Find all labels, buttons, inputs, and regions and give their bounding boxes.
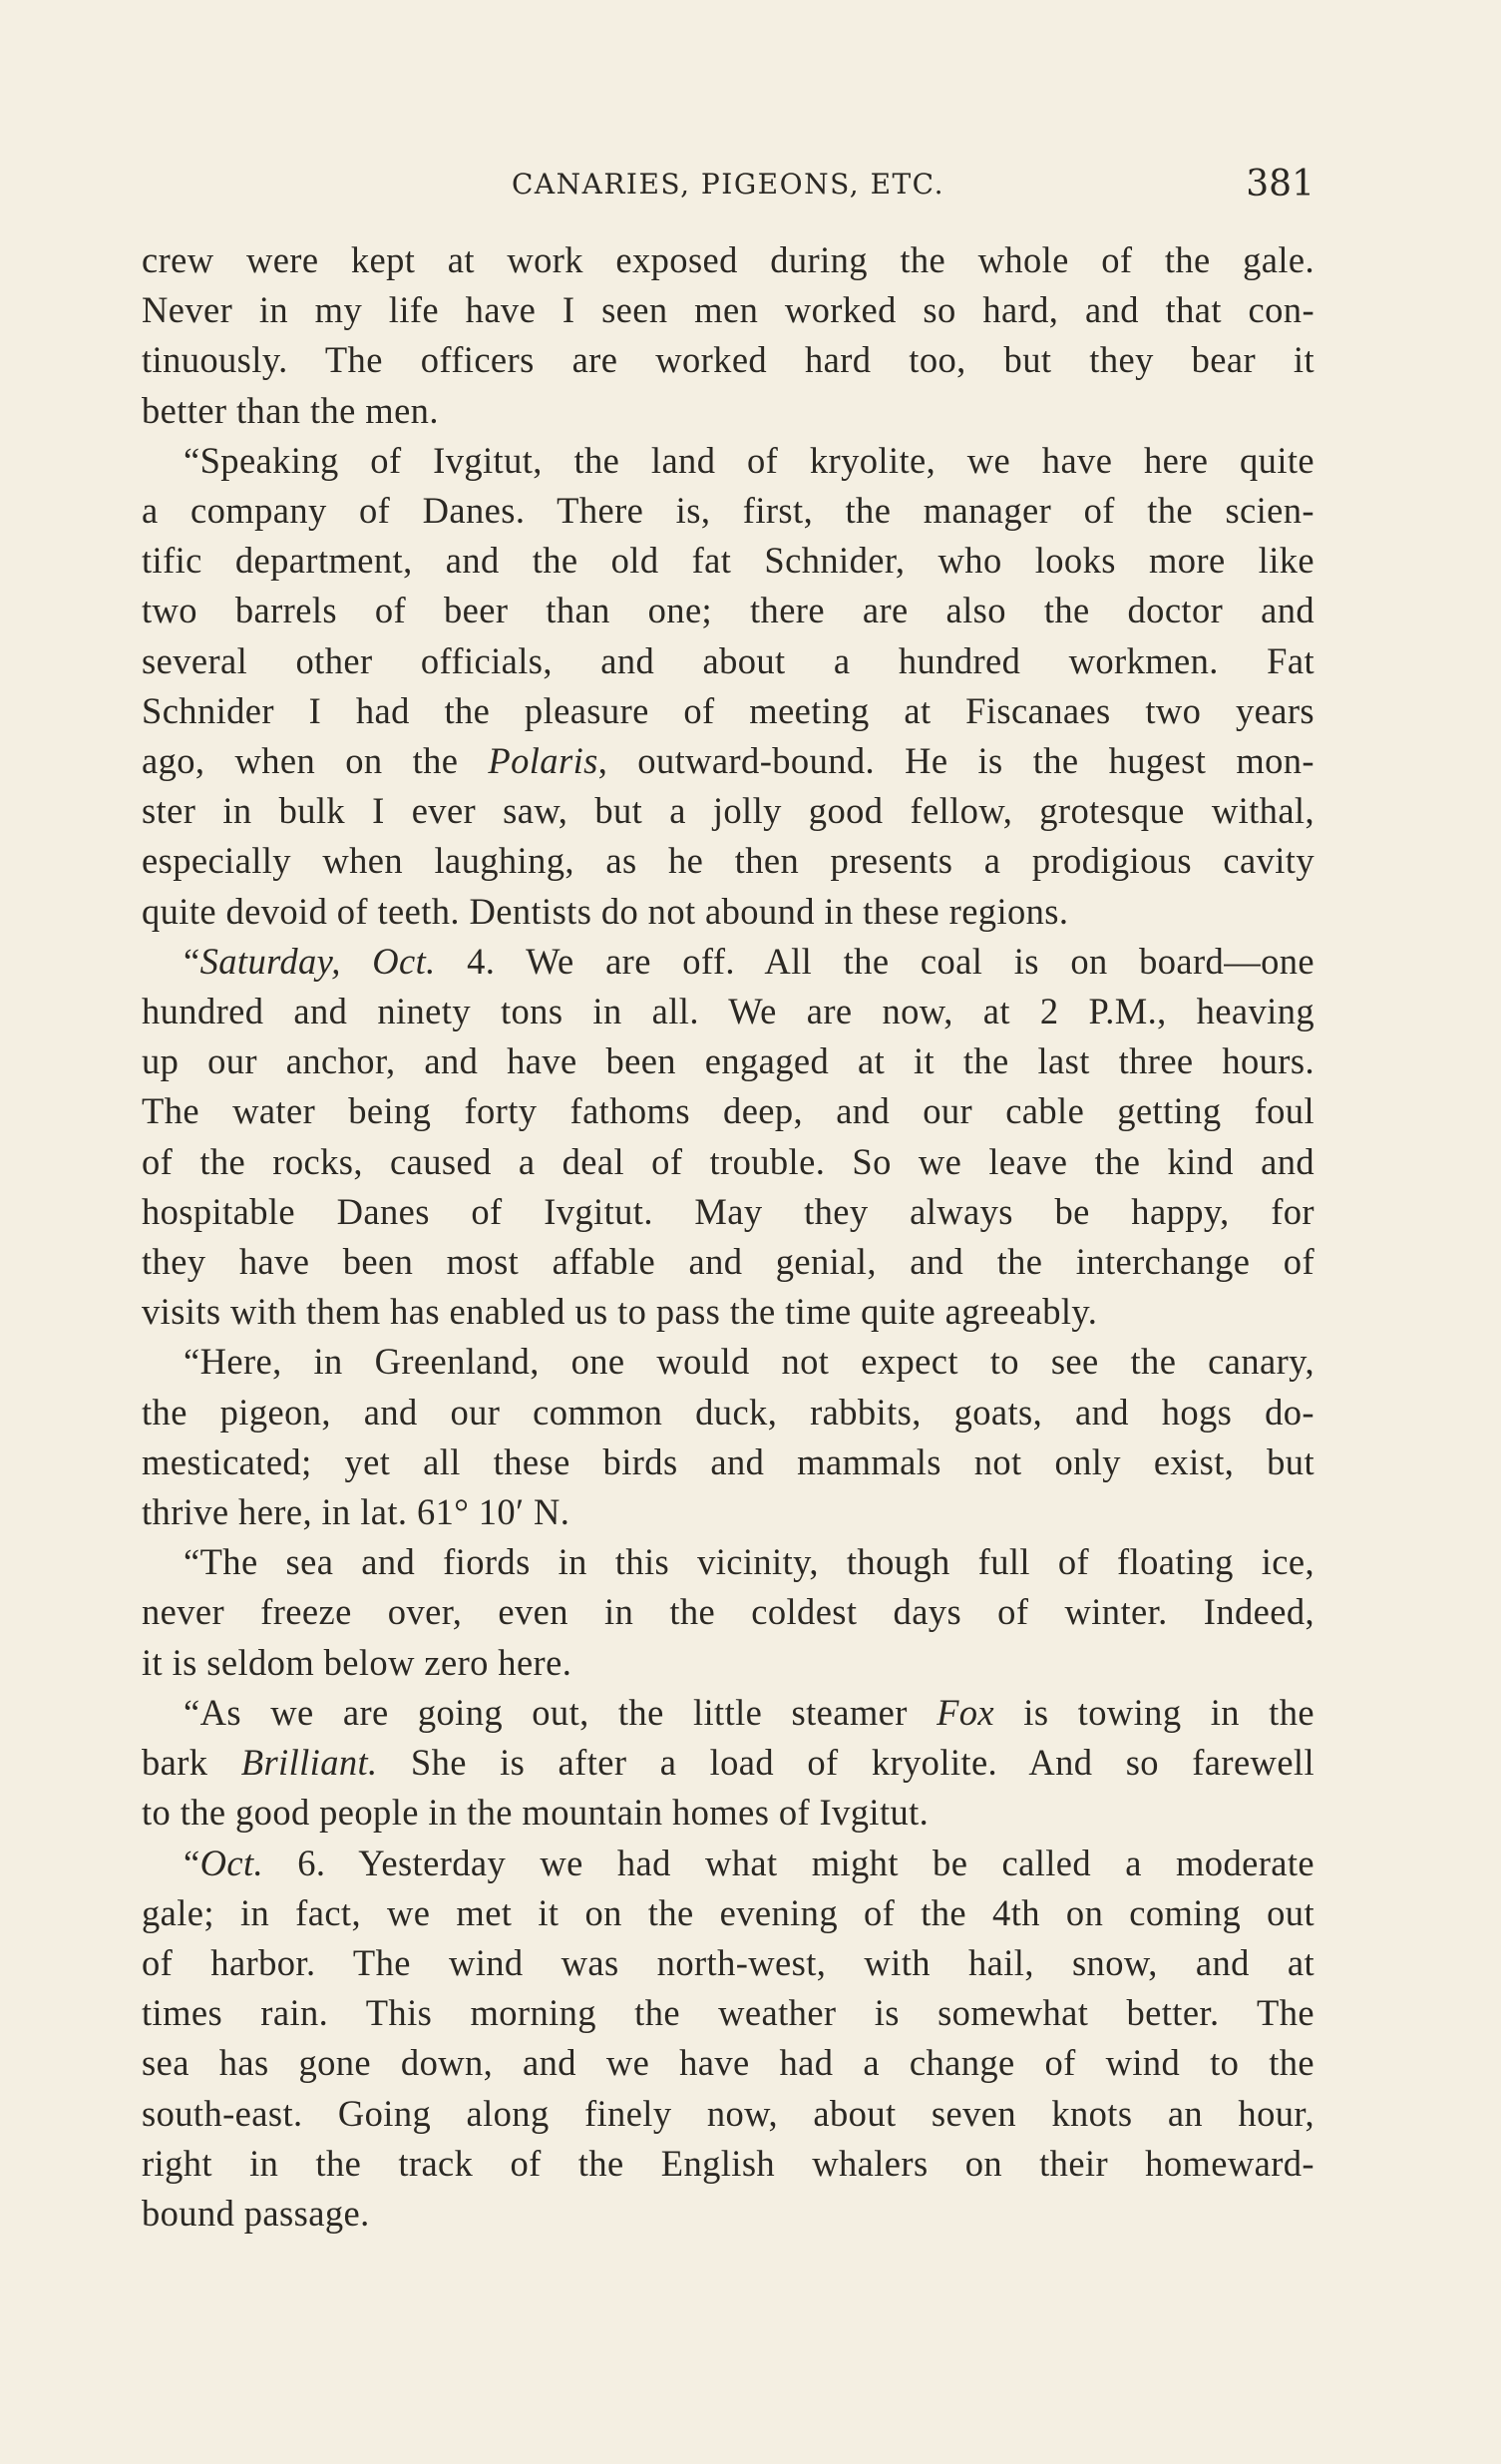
text-line: of the rocks, caused a deal of trouble. So we leave the kind and [142, 1140, 1314, 1182]
text-fragment: “As we are going out, the little steamer [184, 1691, 938, 1733]
text-line: tinuously. The officers are worked hard too, but they bear it [142, 339, 1314, 381]
text-fragment: “ [184, 1842, 200, 1883]
text-line: especially when laughing, as he then presents a prodigious cavity [142, 840, 1314, 882]
text-line: sea has gone down, and we have had a change of wind to the [142, 2042, 1314, 2084]
text-line: “Speaking of Ivgitut, the land of kryolite, we have here quite [184, 439, 1314, 481]
text-line: gale; in fact, we met it on the evening of the 4th on coming out [142, 1891, 1314, 1933]
date-italic: Saturday, Oct. [199, 940, 436, 982]
text-line: better than the men. [142, 389, 439, 431]
text-line: to the good people in the mountain homes of Ivgitut. [142, 1792, 930, 1834]
text-line: mesticated; yet all these birds and mammals not only exist, but [142, 1440, 1314, 1482]
text-line [142, 1688, 1314, 1738]
text-line: quite devoid of teeth. Dentists do not abound in these regions. [142, 890, 1069, 932]
text-fragment: 4. We are off. All the coal is on board—one [435, 940, 1314, 982]
text-fragment: 6. Yesterday we had what might be called a moderate [263, 1842, 1314, 1883]
text-line: Never in my life have I seen men worked so hard, and that con- [142, 289, 1314, 331]
text-line: crew were kept at work exposed during the whole of the gale. [142, 239, 1314, 280]
text-fragment: “ [184, 940, 200, 982]
running-title: CANARIES, PIGEONS, ETC. [511, 168, 945, 201]
text-line: visits with them has enabled us to pass the time quite agreeably. [142, 1291, 1098, 1333]
text-line: bound passage. [142, 2192, 370, 2234]
body-text [142, 235, 1314, 2239]
text-line: south-east. Going along finely now, about seven knots an hour, [142, 2092, 1314, 2134]
text-line: hundred and ninety tons in all. We are now, at 2 P.M., heaving [142, 991, 1314, 1032]
text-line: times rain. This morning the weather is somewhat better. The [142, 1992, 1314, 2034]
text-line: “Here, in Greenland, one would not expect to see the canary, [184, 1341, 1314, 1383]
text-fragment: ago, when on the [142, 740, 489, 782]
text-line: a company of Danes. There is, first, the manager of the scien- [142, 490, 1314, 532]
text-line: Schnider I had the pleasure of meeting at Fiscanaes two years [142, 689, 1314, 731]
ship-name: Fox [937, 1691, 995, 1733]
text-line: up our anchor, and have been engaged at it the last three hours. [142, 1040, 1314, 1082]
text-line: hospitable Danes of Ivgitut. May they always be happy, for [142, 1190, 1314, 1232]
date-italic: Oct. [199, 1842, 264, 1883]
text-line: they have been most affable and genial, and the interchange of [142, 1241, 1314, 1283]
text-line: of harbor. The wind was north-west, with hail, snow, and at [142, 1941, 1314, 1983]
text-line [142, 937, 1314, 987]
text-line: never freeze over, even in the coldest days of winter. Indeed, [142, 1591, 1314, 1633]
text-line: ster in bulk I ever saw, but a jolly good fellow, grotesque withal, [142, 790, 1314, 832]
text-line [142, 1839, 1314, 1888]
text-fragment: She is after a load of kryolite. And so farewell [377, 1742, 1314, 1784]
text-fragment: , outward-bound. He is the hugest mon- [597, 740, 1314, 782]
text-line: two barrels of beer than one; there are also the doctor and [142, 590, 1314, 631]
page-header [142, 160, 1314, 219]
text-line: tific department, and the old fat Schnider, who looks more like [142, 540, 1314, 582]
ship-name: Brilliant. [240, 1742, 378, 1784]
text-line: thrive here, in lat. 61° 10′ N. [142, 1491, 570, 1533]
text-fragment: is towing in the [994, 1691, 1314, 1733]
page-number: 381 [1246, 164, 1314, 205]
text-line: “The sea and fiords in this vicinity, though full of floating ice, [184, 1541, 1314, 1583]
text-fragment: bark [142, 1742, 241, 1784]
ship-name: Polaris [488, 740, 598, 782]
text-line: right in the track of the English whalers on their homeward- [142, 2142, 1314, 2184]
text-line: it is seldom below zero here. [142, 1641, 572, 1683]
text-line [142, 1738, 1314, 1788]
text-line: The water being forty fathoms deep, and our cable getting foul [142, 1090, 1314, 1132]
text-line [142, 736, 1314, 786]
text-line: several other officials, and about a hundred workmen. Fat [142, 639, 1314, 681]
text-line: the pigeon, and our common duck, rabbits, goats, and hogs do- [142, 1391, 1314, 1433]
